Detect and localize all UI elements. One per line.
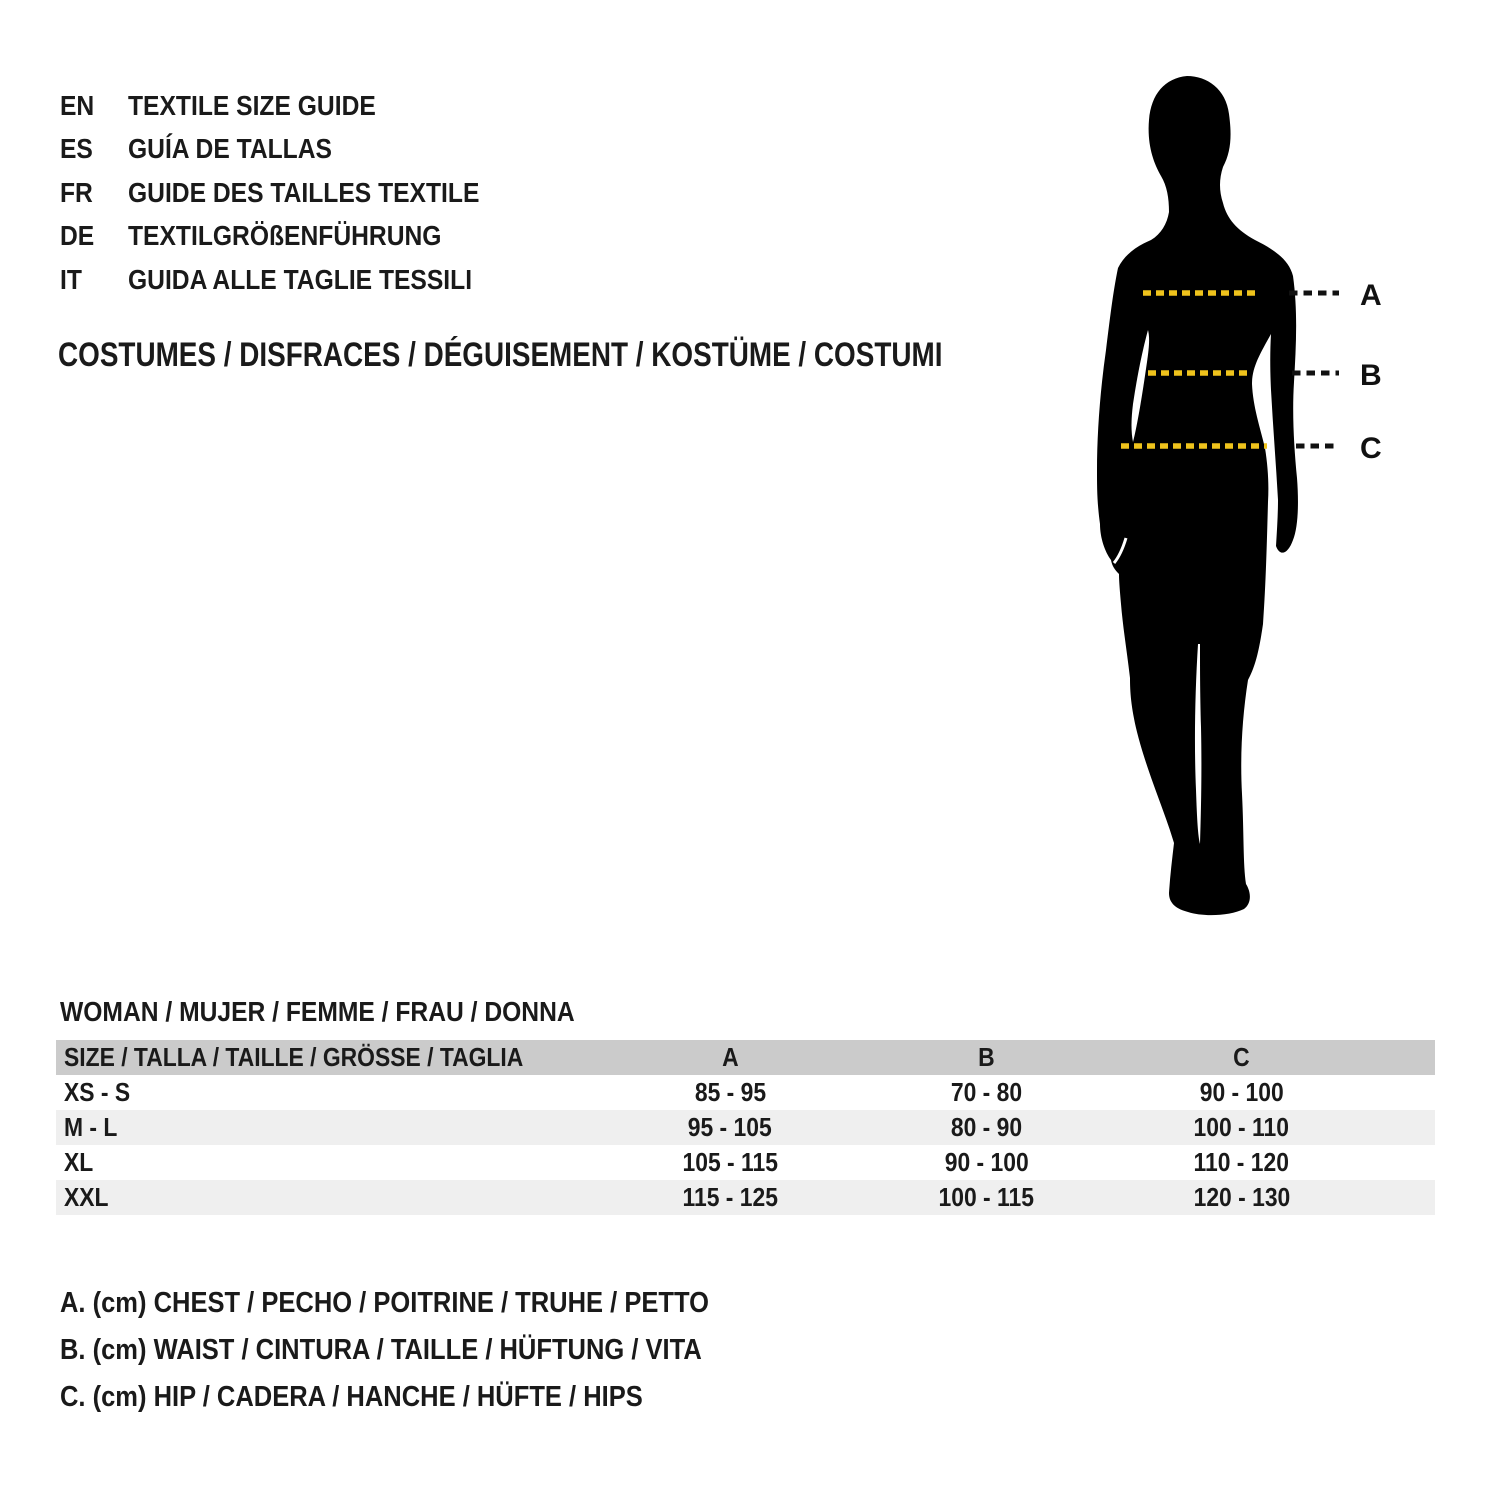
group-title: WOMAN / MUJER / FEMME / FRAU / DONNA xyxy=(60,996,575,1027)
size-figure-svg xyxy=(1040,60,1460,960)
category-heading: COSTUMES / DISFRACES / DÉGUISEMENT / KOSTÜME / COSTUMI xyxy=(58,336,943,374)
language-code: DE xyxy=(60,220,95,252)
cell-b: 90 - 100 xyxy=(944,1147,1029,1177)
cell-c: 120 - 130 xyxy=(1193,1182,1290,1212)
table-row xyxy=(56,1075,1435,1110)
cell-b: 100 - 115 xyxy=(938,1182,1035,1212)
cell-size: XS - S xyxy=(64,1077,131,1107)
header-size-label: SIZE / TALLA / TAILLE / GRÖSSE / TAGLIA xyxy=(64,1042,524,1072)
language-label: TEXTILE SIZE GUIDE xyxy=(128,89,376,121)
measure-label-b: B xyxy=(1360,359,1382,392)
cell-c: 110 - 120 xyxy=(1193,1147,1290,1177)
language-row xyxy=(60,258,527,302)
table-row xyxy=(56,1180,1435,1215)
measure-label-a: A xyxy=(1360,279,1382,312)
table-row xyxy=(56,1110,1435,1145)
table-header-row xyxy=(56,1040,1435,1075)
language-row xyxy=(60,84,527,128)
language-list xyxy=(60,84,527,302)
cell-a: 115 - 125 xyxy=(682,1182,778,1212)
language-label: GUÍA DE TALLAS xyxy=(128,133,332,165)
legend-line-b: B. (cm) WAIST / CINTURA / TAILLE / HÜFTUNG / VITA xyxy=(60,1334,702,1366)
language-code: ES xyxy=(60,133,93,165)
header-col-b: B xyxy=(978,1042,995,1072)
legend xyxy=(60,1280,797,1421)
legend-line-c: C. (cm) HIP / CADERA / HANCHE / HÜFTE / HIPS xyxy=(60,1381,643,1413)
cell-c: 100 - 110 xyxy=(1193,1112,1290,1142)
language-code: EN xyxy=(60,89,95,121)
figure-region xyxy=(1040,60,1460,960)
language-row xyxy=(60,128,527,172)
language-code: IT xyxy=(60,263,82,295)
cell-size: M - L xyxy=(64,1112,118,1142)
header-col-c: C xyxy=(1233,1042,1250,1072)
cell-a: 95 - 105 xyxy=(688,1112,772,1142)
size-table xyxy=(56,1040,1435,1215)
measure-label-c: C xyxy=(1360,432,1382,465)
woman-silhouette xyxy=(1097,76,1298,915)
legend-line-a: A. (cm) CHEST / PECHO / POITRINE / TRUHE / PETTO xyxy=(60,1287,709,1319)
table-row xyxy=(56,1145,1435,1180)
cell-size: XL xyxy=(64,1147,94,1177)
cell-c: 90 - 100 xyxy=(1199,1077,1284,1107)
language-label: TEXTILGRÖßENFÜHRUNG xyxy=(128,220,442,252)
cell-a: 105 - 115 xyxy=(682,1147,778,1177)
language-row xyxy=(60,171,527,215)
language-code: FR xyxy=(60,176,93,208)
language-label: GUIDA ALLE TAGLIE TESSILI xyxy=(128,263,473,295)
cell-a: 85 - 95 xyxy=(694,1077,766,1107)
cell-b: 80 - 90 xyxy=(950,1112,1023,1142)
header-col-a: A xyxy=(721,1042,739,1072)
language-label: GUIDE DES TAILLES TEXTILE xyxy=(128,176,480,208)
cell-b: 70 - 80 xyxy=(950,1077,1023,1107)
cell-size: XXL xyxy=(64,1182,109,1212)
language-row xyxy=(60,215,527,259)
